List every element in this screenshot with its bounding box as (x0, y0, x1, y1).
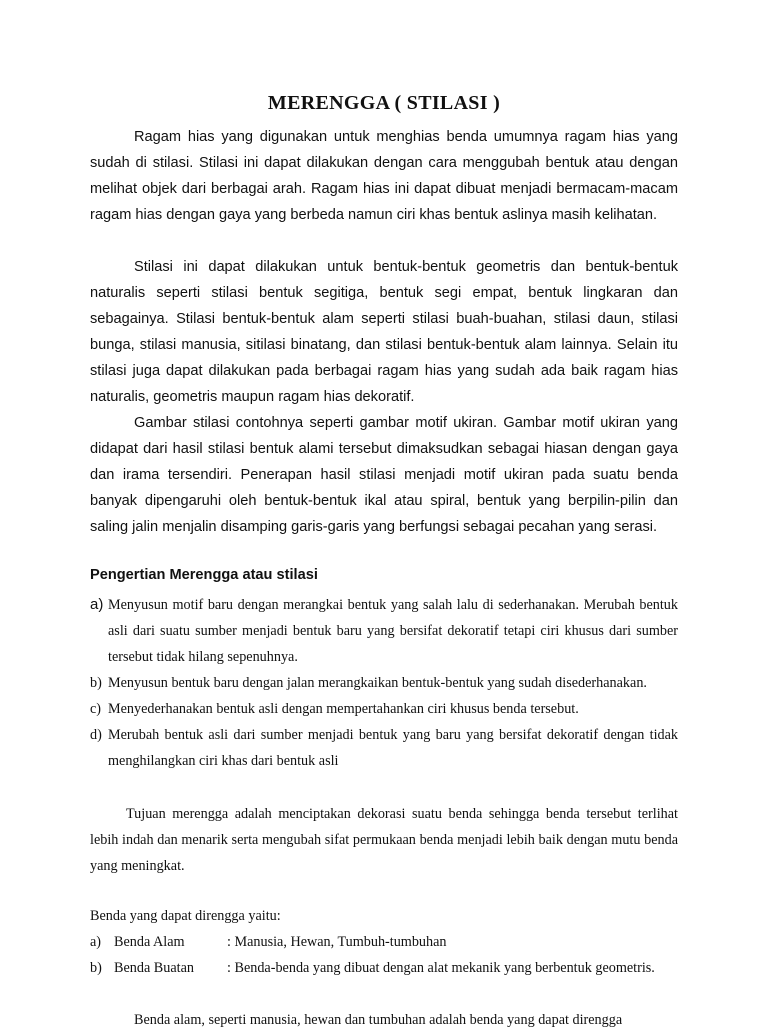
list-item-text: Menyusun motif baru dengan merangkai bentuk yang salah lalu di sederhanakan. Merubah bentuk asli dari suatu sumber menjadi bentuk baru yang bersifat dekoratif tetapi ciri khusus dari sumber tersebut tidak hilang sepenuhnya. (108, 597, 678, 665)
item-marker: b) (90, 960, 102, 976)
list-marker: d) (90, 727, 102, 743)
list-item (90, 722, 678, 774)
list-marker: a) (90, 596, 104, 613)
list-marker: b) (90, 675, 102, 691)
list-item (90, 670, 678, 696)
paragraph-intro: Ragam hias yang digunakan untuk menghias benda umumnya ragam hias yang sudah di stilasi. Stilasi ini dapat dilakukan dengan cara menggubah bentuk atau dengan melihat objek dari berbagai arah. Ragam hias ini dapat dibuat menjadi bermacam-macam ragam hias dengan gaya yang berbeda namun ciri khas bentuk aslinya masih kelihatan. (90, 129, 678, 223)
item-name: Benda Alam (114, 934, 185, 950)
page-title: MERENGGA ( STILASI ) (267, 92, 501, 114)
list-item-text: Merubah bentuk asli dari sumber menjadi bentuk yang baru yang bersifat dekoratif dengan tidak menghilangkan ciri khas dari bentuk asli (108, 727, 678, 769)
item-name: Benda Buatan (114, 960, 194, 976)
definition-list (90, 592, 678, 774)
paragraph-truncated: Benda alam, seperti manusia, hewan dan tumbuhan adalah benda yang dapat direngga (134, 1012, 623, 1028)
paragraph-goal: Tujuan merengga adalah menciptakan dekorasi suatu benda sehingga benda tersebut terlihat lebih indah dan menarik serta mengubah sifat permukaan benda menjadi lebih baik dengan mutu benda yang meningkat. (90, 806, 678, 874)
items-intro: Benda yang dapat direngga yaitu: (90, 908, 281, 924)
paragraph-motif-ukiran: Gambar stilasi contohnya seperti gambar motif ukiran. Gambar motif ukiran yang didapat dari hasil stilasi bentuk alami tersebut dimaksudkan sebagai hiasan dengan gaya dan irama tersendiri. Penerapan hasil stilasi menjadi motif ukiran pada suatu benda banyak dipengaruhi oleh bentuk-bentuk ikal atau spiral, bentuk yang berpilin-pilin dan saling jalin menjalin disamping garis-garis yang berfungsi sebagai pecahan yang serasi. (90, 415, 678, 535)
item-description: : Manusia, Hewan, Tumbuh-tumbuhan (227, 934, 447, 950)
list-item-text: Menyederhanakan bentuk asli dengan mempertahankan ciri khusus benda tersebut. (108, 701, 579, 717)
definition-heading: Pengertian Merengga atau stilasi (90, 567, 318, 583)
list-item (90, 696, 678, 722)
list-item (90, 592, 678, 670)
list-item-text: Menyusun bentuk baru dengan jalan merangkaikan bentuk-bentuk yang sudah disederhanakan. (108, 675, 647, 691)
item-marker: a) (90, 934, 102, 950)
paragraph-stilasi-types: Stilasi ini dapat dilakukan untuk bentuk-bentuk geometris dan bentuk-bentuk naturalis seperti stilasi bentuk segitiga, bentuk segi empat, bentuk lingkaran dan sebagainya. Stilasi bentuk-bentuk alam seperti stilasi buah-buahan, stilasi daun, stilasi bunga, stilasi manusia, sitilasi binatang, dan stilasi bentuk-bentuk alam lainnya. Selain itu stilasi juga dapat dilakukan pada berbagai ragam hias yang sudah ada baik ragam hias naturalis, geometris maupun ragam hias dekoratif. (90, 259, 678, 405)
item-description: : Benda-benda yang dibuat dengan alat mekanik yang berbentuk geometris. (227, 960, 655, 976)
list-marker: c) (90, 701, 102, 717)
